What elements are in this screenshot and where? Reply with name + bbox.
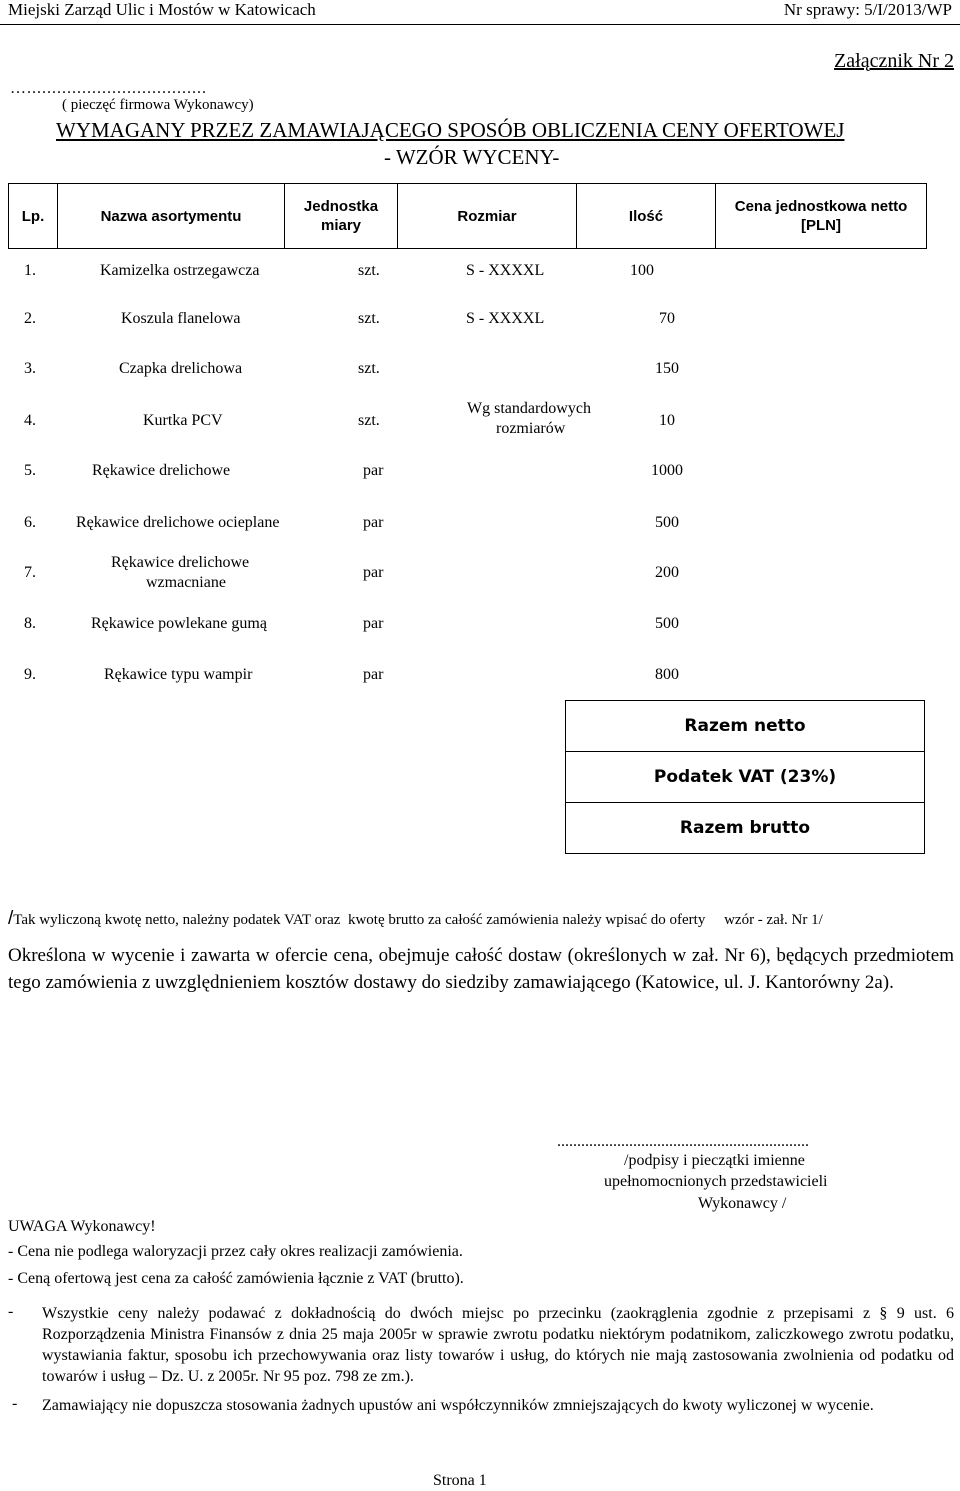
warning-item-3-dash: - — [8, 1303, 14, 1320]
paragraph: Określona w wycenie i zawarta w ofercie cena, obejmuje całość dostaw (określonych w zał. Nr 6), będących przedmiotem tego zamówienia z uwzględnieniem kosztów dostawy do siedziby zamawiającego (Katowice, ul. J. Kantorówny 2a). — [8, 945, 954, 993]
header-left: Miejski Zarząd Ulic i Mostów w Katowicach — [8, 0, 316, 19]
stamp-label: ( pieczęć firmowa Wykonawcy) — [62, 97, 254, 113]
table-row: 8. Rękawice powlekane gumą par 500 — [24, 615, 679, 632]
header-right: Nr sprawy: 5/I/2013/WP — [783, 0, 952, 19]
col-name-header: Nazwa asortymentu — [58, 184, 285, 249]
table-row: 9. Rękawice typu wampir par 800 — [24, 666, 679, 683]
table-row: 7. Rękawice drelichowe wzmacniane par 200 — [24, 554, 679, 591]
note-line: /Tak wyliczoną kwotę netto, należny podatek VAT oraz kwotę brutto za całość zamówienia należy wpisać do oferty wzór - zał. Nr 1/ — [8, 908, 823, 929]
title-line1: WYMAGANY PRZEZ ZAMAWIAJĄCEGO SPOSÓB OBLICZENIA CENY OFERTOWEJ — [56, 118, 845, 142]
warning-item-1: - Cena nie podlega waloryzacji przez cały okres realizacji zamówienia. — [8, 1243, 463, 1260]
total-net-cell: Razem netto — [566, 701, 925, 752]
warning-title: UWAGA Wykonawcy! — [8, 1218, 156, 1235]
stamp-dots: ….................................... — [10, 80, 207, 97]
title-line2: - WZÓR WYCENY- — [384, 145, 560, 169]
total-gross-cell: Razem brutto — [566, 803, 925, 854]
table-row: 6. Rękawice drelichowe ocieplane par 500 — [24, 514, 679, 531]
table-row: 4. Kurtka PCV szt. Wg standardowych rozmiarów 10 — [24, 400, 675, 437]
col-size-header: Rozmiar — [398, 184, 577, 249]
table-row: 5. Rękawice drelichowe par 1000 — [24, 462, 683, 479]
header-rule — [0, 24, 960, 25]
col-qty-header: Ilość — [577, 184, 716, 249]
signature-line2: upełnomocnionych przedstawicieli — [604, 1173, 828, 1190]
col-price-header: Cena jednostkowa netto [PLN] — [716, 184, 927, 249]
signature-line1: /podpisy i pieczątki imienne — [624, 1152, 805, 1169]
warning-item-2: - Ceną ofertową jest cena za całość zamówienia łącznie z VAT (brutto). — [8, 1270, 464, 1287]
col-lp-header: Lp. — [9, 184, 58, 249]
table-row: 1. Kamizelka ostrzegawcza szt. S - XXXXL 100 — [24, 262, 654, 279]
signature-line3: Wykonawcy / — [698, 1195, 787, 1212]
table-row: 3. Czapka drelichowa szt. 150 — [24, 360, 679, 377]
warning-item-4: Zamawiający nie dopuszcza stosowania żadnych upustów ani współczynników zmniejszających do kwoty wyliczonej w wycenie. — [42, 1397, 874, 1414]
table-header — [8, 183, 927, 249]
warning-item-4-dash: - — [12, 1395, 18, 1412]
total-vat-cell: Podatek VAT (23%) — [566, 752, 925, 803]
signature-dots: ............................................................... — [557, 1133, 809, 1150]
attachment-label: Załącznik Nr 2 — [834, 50, 954, 72]
table-row: 2. Koszula flanelowa szt. S - XXXXL 70 — [24, 310, 675, 327]
warning-item-3: Wszystkie ceny należy podawać z dokładnością do dwóch miejsc po przecinku (zaokrąglenia zgodnie z przepisami z § 9 ust. 6 Rozporządzenia Ministra Finansów z dnia 25 maja 2005r w sprawie zwrotu podatku niektórym podatnikom, zaliczkowego zwrotu podatku, wystawiania faktur, sposobu ich przechowywania oraz listy towarów i usług, do których nie mają zastosowania zwolnienia od podatku od towarów i usług – Dz. U. z 2005r. Nr 95 poz. 798 ze zm.). — [42, 1305, 954, 1385]
col-unit-header: Jednostka miary — [285, 184, 398, 249]
page-number: Strona 1 — [433, 1472, 487, 1489]
totals-box — [565, 700, 925, 854]
